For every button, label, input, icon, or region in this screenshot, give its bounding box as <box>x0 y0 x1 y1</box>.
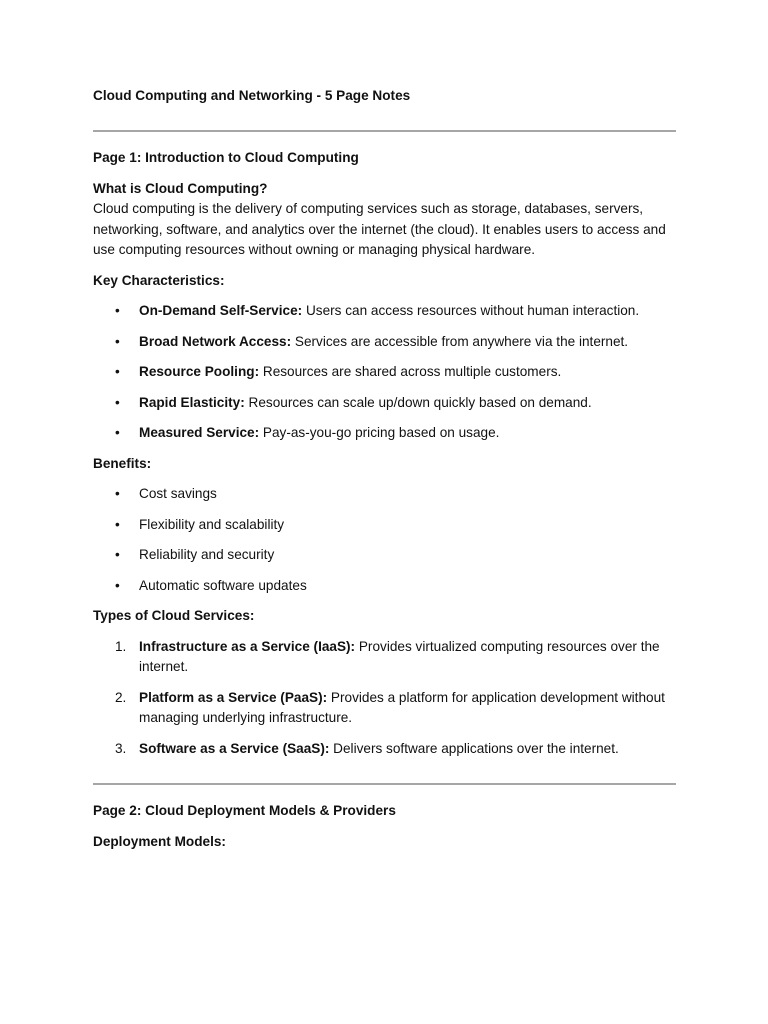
item-term: Infrastructure as a Service (IaaS): <box>139 638 356 654</box>
item-term: Measured Service: <box>139 425 260 440</box>
bullet-icon: • <box>115 577 120 593</box>
item-term: Software as a Service (SaaS): <box>139 740 330 756</box>
list-item <box>93 301 676 322</box>
list-item <box>93 362 676 383</box>
bullet-icon: • <box>115 516 120 532</box>
service-types-list <box>93 637 676 760</box>
list-item <box>93 739 676 760</box>
item-desc: Resources are shared across multiple customers. <box>259 364 562 379</box>
item-desc: Provides a platform for application development without managing underlying infrastructure. <box>139 689 665 725</box>
item-term: Platform as a Service (PaaS): <box>139 689 328 705</box>
list-item <box>93 515 676 536</box>
list-item <box>93 576 676 597</box>
what-is-heading: What is Cloud Computing? <box>93 180 268 196</box>
characteristics-heading: Key Characteristics: <box>93 272 225 288</box>
list-number: 1. <box>115 638 127 654</box>
benefit-text: Automatic software updates <box>139 577 307 593</box>
item-desc: Provides virtualized computing resources over the internet. <box>139 638 660 674</box>
list-item <box>93 393 676 414</box>
service-types-heading: Types of Cloud Services: <box>93 608 255 623</box>
list-number: 2. <box>115 689 127 705</box>
list-item <box>93 688 676 729</box>
benefit-text: Reliability and security <box>139 547 275 562</box>
item-term: On-Demand Self-Service: <box>139 303 303 318</box>
list-item <box>93 484 676 505</box>
document-page <box>93 86 676 852</box>
benefit-text: Cost savings <box>139 486 217 501</box>
list-number: 3. <box>115 740 127 756</box>
page1-heading: Page 1: Introduction to Cloud Computing <box>93 150 359 165</box>
bullet-icon: • <box>115 425 120 440</box>
document-title: Cloud Computing and Networking - 5 Page Notes <box>93 88 411 103</box>
item-term: Broad Network Access: <box>139 333 292 349</box>
item-desc: Users can access resources without human interaction. <box>302 303 640 318</box>
item-desc: Services are accessible from anywhere via the internet. <box>291 333 629 349</box>
divider-1 <box>93 130 676 132</box>
bullet-icon: • <box>115 394 120 410</box>
list-item <box>93 637 676 678</box>
item-desc: Delivers software applications over the internet. <box>329 740 619 756</box>
item-desc: Resources can scale up/down quickly based on demand. <box>244 394 592 410</box>
item-desc: Pay-as-you-go pricing based on usage. <box>259 425 500 440</box>
bullet-icon: • <box>115 333 120 349</box>
list-item <box>93 423 676 444</box>
list-item <box>93 545 676 566</box>
list-item <box>93 332 676 353</box>
bullet-icon: • <box>115 364 120 379</box>
bullet-icon: • <box>115 486 120 501</box>
benefits-list <box>93 484 676 596</box>
item-term: Rapid Elasticity: <box>139 394 245 410</box>
what-is-paragraph: Cloud computing is the delivery of computing services such as storage, databases, servers, networking, software, and analytics over the internet (the cloud). It enables users to access and use computing resources without owning or managing physical hardware. <box>93 201 666 257</box>
benefits-heading: Benefits: <box>93 455 152 471</box>
bullet-icon: • <box>115 547 120 562</box>
item-term: Resource Pooling: <box>139 364 260 379</box>
bullet-icon: • <box>115 303 120 318</box>
page2-heading: Page 2: Cloud Deployment Models & Providers <box>93 803 396 818</box>
deployment-models-heading: Deployment Models: <box>93 833 226 849</box>
benefit-text: Flexibility and scalability <box>139 516 285 532</box>
characteristics-list <box>93 301 676 444</box>
divider-2 <box>93 783 676 785</box>
